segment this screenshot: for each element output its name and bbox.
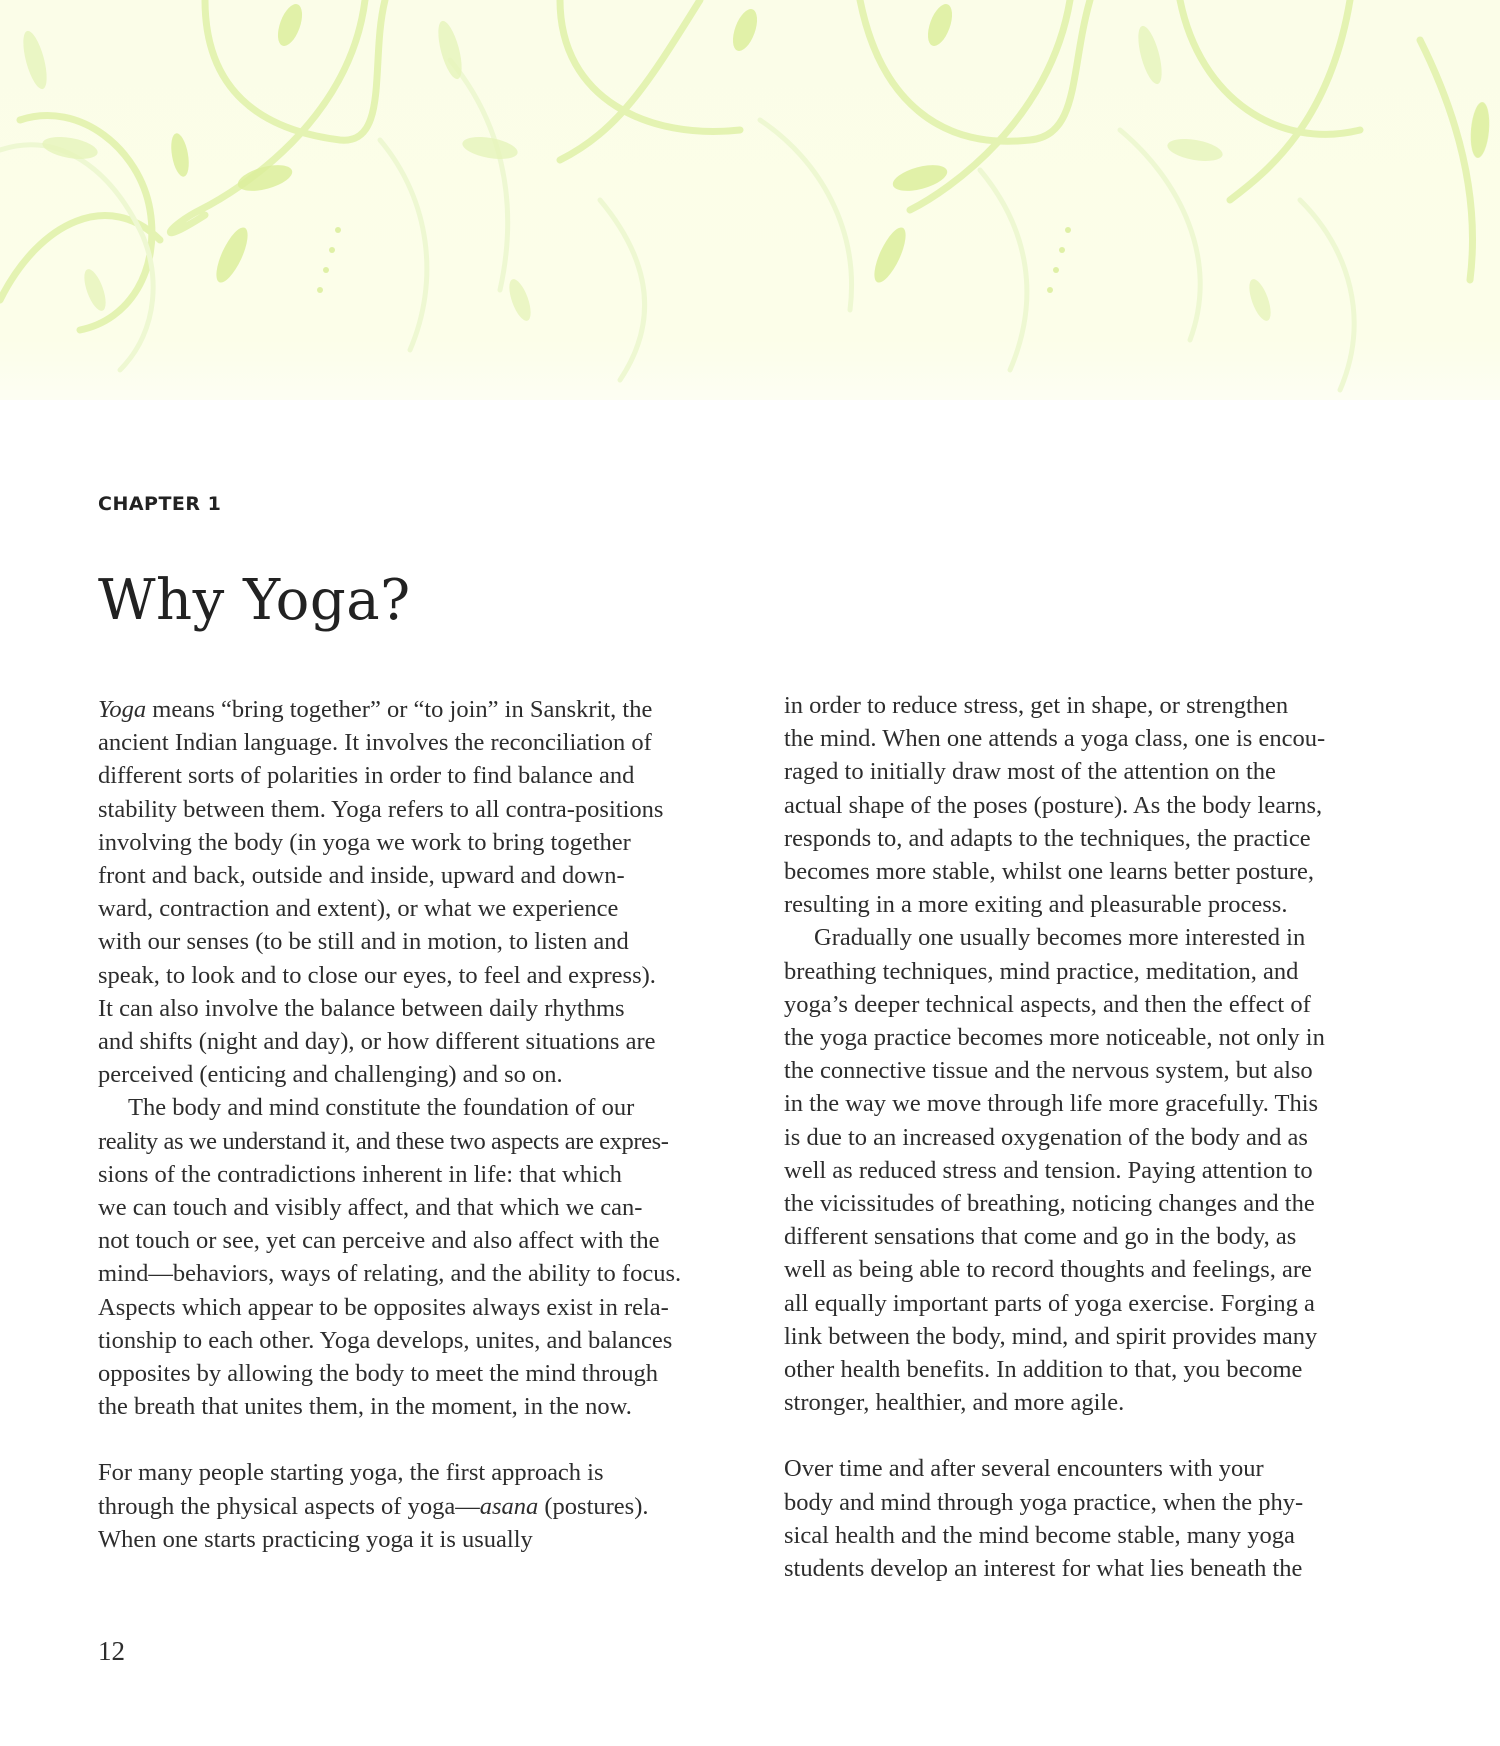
text-line: The body and mind constitute the foundation of our: [128, 1094, 635, 1122]
text-line: sions of the contradictions inherent in life: that which: [98, 1160, 622, 1188]
text-line: well as being able to record thoughts and feelings, are: [784, 1256, 1312, 1284]
text-line: sical health and the mind become stable, many yoga: [784, 1521, 1295, 1549]
right-column: [784, 689, 1434, 1585]
text-line: is due to an increased oxygenation of the body and as: [784, 1123, 1308, 1151]
text-line: the vicissitudes of breathing, noticing changes and the: [784, 1190, 1315, 1218]
text-line: in the way we move through life more gracefully. This: [784, 1090, 1319, 1118]
text-line: tionship to each other. Yoga develops, unites, and balances: [98, 1326, 673, 1354]
paragraph-yoga-meaning: Yoga means “bring together” or “to join” in Sanskrit, the ancient Indian language. It involves the reconciliation of different sorts of polarities in order to find balance and stability between them. Yoga refers to all contra-positions involving the body (in yoga we work to bring together front and back, outside and inside, upward and down- ward, contraction and extent), or what we experience with our senses (to be still and in motion, to listen and speak, to look and to close our eyes, to feel and express). It can also involve the balance between daily rhythms and shifts (night and day), or how different situations are perceived (enticing and challenging) and so on.: [98, 693, 748, 1091]
text-line: in order to reduce stress, get in shape, or strengthen: [784, 692, 1289, 719]
paragraph-body-mind: [98, 1091, 748, 1423]
text-line: not touch or see, yet can perceive and also affect with the: [98, 1227, 660, 1255]
paragraph-first-approach: For many people starting yoga, the first approach is through the physical aspects of yoga—asana (postures). When one starts practicing yoga it is usually: [98, 1456, 748, 1556]
floral-swirl-icon: [0, 0, 1500, 400]
text-line: responds to, and adapts to the techniques, the practice: [784, 824, 1311, 852]
text-line: stronger, healthier, and more agile.: [784, 1389, 1125, 1417]
text-line: perceived (enticing and challenging) and so on.: [98, 1061, 563, 1089]
text-line: well as reduced stress and tension. Paying attention to: [784, 1156, 1313, 1184]
text-line: reality as we understand it, and these two aspects are expres-: [98, 1127, 669, 1155]
text-line: all equally important parts of yoga exercise. Forging a: [784, 1289, 1315, 1317]
text-line: Aspects which appear to be opposites always exist in rela-: [98, 1293, 669, 1321]
text-line: we can touch and visibly affect, and that which we can-: [98, 1194, 643, 1222]
text-line: opposites by allowing the body to meet the mind through: [98, 1360, 659, 1388]
text-line: Gradually one usually becomes more interested in: [814, 924, 1306, 952]
text-line: the mind. When one attends a yoga class, one is encou-: [784, 725, 1326, 753]
text-line: ward, contraction and extent), or what we experience: [98, 895, 619, 923]
text-line: front and back, outside and inside, upward and down-: [98, 862, 625, 890]
text-line: It can also involve the balance between daily rhythms: [98, 994, 625, 1022]
text-line: stability between them. Yoga refers to all contra-positions: [98, 795, 664, 823]
text-line: ancient Indian language. It involves the reconciliation of: [98, 729, 652, 757]
text-line: speak, to look and to close our eyes, to feel and express).: [98, 961, 656, 989]
text-line: When one starts practicing yoga it is usually: [98, 1525, 533, 1553]
paragraph-reduce-stress: [784, 689, 1434, 921]
text-line: breathing techniques, mind practice, meditation, and: [784, 957, 1299, 985]
floral-banner: [0, 0, 1500, 400]
page-number: 12: [98, 1636, 125, 1666]
text-line: the breath that unites them, in the moment, in the now.: [98, 1393, 632, 1421]
paragraph-gradually: [784, 921, 1434, 1419]
text-line: the connective tissue and the nervous system, but also: [784, 1057, 1313, 1085]
text-line: and shifts (night and day), or how different situations are: [98, 1028, 656, 1056]
italic-term-asana: asana: [479, 1492, 539, 1520]
text-line: students develop an interest for what lies beneath the: [784, 1555, 1303, 1583]
left-column: [98, 693, 748, 1556]
text-line: yoga’s deeper technical aspects, and then the effect of: [784, 990, 1311, 1018]
text-line: different sorts of polarities in order to find balance and: [98, 762, 635, 790]
text-line: For many people starting yoga, the first approach is: [98, 1459, 604, 1487]
text-line: body and mind through yoga practice, when the phy-: [784, 1488, 1304, 1516]
text-line: different sensations that come and go in the body, as: [784, 1223, 1297, 1251]
text-line: Over time and after several encounters with your: [784, 1455, 1264, 1483]
paragraph-over-time: [784, 1452, 1434, 1585]
text-line: link between the body, mind, and spirit provides many: [784, 1322, 1318, 1350]
text-line: mind—behaviors, ways of relating, and the ability to focus.: [98, 1260, 682, 1288]
text-line: actual shape of the poses (posture). As the body learns,: [784, 791, 1323, 819]
chapter-title: Why Yoga?: [98, 568, 411, 633]
italic-term-yoga: Yoga: [98, 696, 147, 723]
text-line: with our senses (to be still and in motion, to listen and: [98, 928, 629, 956]
text-line: resulting in a more exiting and pleasurable process.: [784, 891, 1288, 919]
text-line: becomes more stable, whilst one learns better posture,: [784, 858, 1314, 886]
text-line: involving the body (in yoga we work to bring together: [98, 828, 631, 856]
chapter-label: CHAPTER 1: [98, 493, 222, 515]
text-line: other health benefits. In addition to that, you become: [784, 1356, 1303, 1384]
text-line: the yoga practice becomes more noticeable, not only in: [784, 1024, 1325, 1052]
text-line: raged to initially draw most of the attention on the: [784, 758, 1276, 786]
